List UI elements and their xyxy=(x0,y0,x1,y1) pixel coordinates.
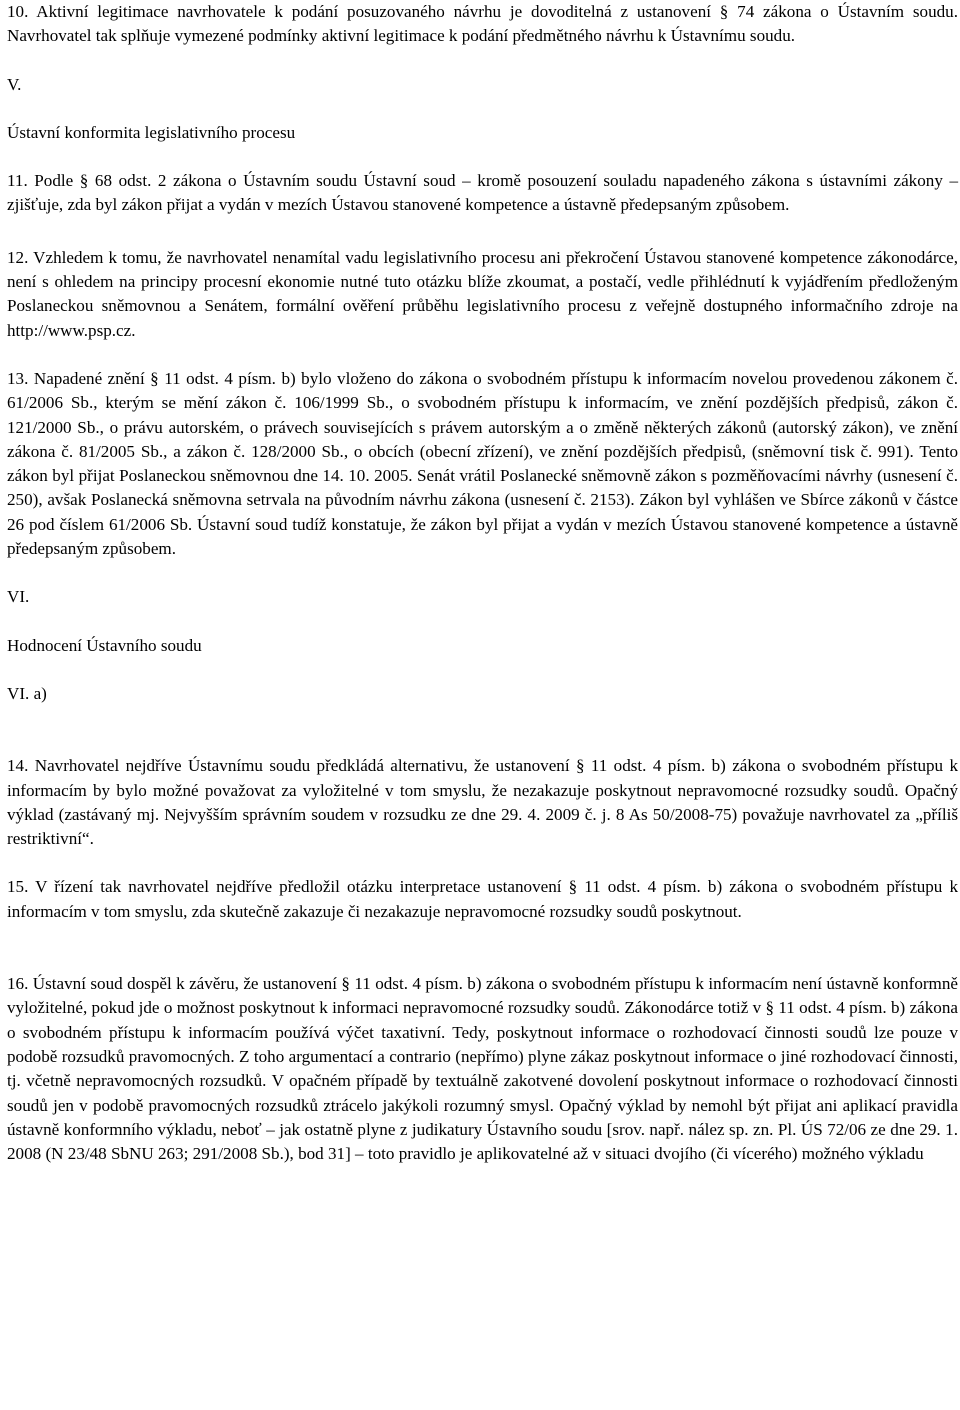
paragraph-16: 16. Ústavní soud dospěl k závěru, že ustanovení § 11 odst. 4 písm. b) zákona o svobodném přístupu k informacím není ústavně konformně vyložitelné, pokud jde o možnost poskytnout k informaci nepravomocné rozsudky soudů. Zákonodárce totiž v § 11 odst. 4 písm. b) zákona o svobodném přístupu k informacím používá výčet taxativní. Tedy, poskytnout informace o rozhodovací činnosti soudů lze pouze v podobě rozsudků pravomocných. Z toho argumentací a contrario (nepřímo) plyne zákaz poskytnout informace o jiné rozhodovací činnosti, tj. včetně nepravomocných rozsudků. V opačném případě by textuálně zakotvené dovolení poskytnout informace o rozhodovací činnosti soudů jen v podobě pravomocných rozsudků ztrácelo jakýkoli rozumný smysl. Opačný výklad by nemohl být přijat ani aplikací pravidla ústavně konformního výkladu, neboť – jak ostatně plyne z judikatury Ústavního soudu [srov. např. nález sp. zn. Pl. ÚS 72/06 ze dne 29. 1. 2008 (N 23/48 SbNU 263; 291/2008 Sb.), bod 31] – toto pravidlo je aplikovatelné až v situaci dvojího (či vícerého) možného výkladu xyxy=(7,974,958,1164)
section-heading-vi: VI. xyxy=(7,587,30,607)
section-title-v: Ústavní konformita legislativního procesu xyxy=(7,122,296,142)
paragraph-11: 11. Podle § 68 odst. 2 zákona o Ústavním soudu Ústavní soud – kromě posouzení souladu napadeného zákona s ústavními zákony – zjišťuje, zda byl zákon přijat a vydán v mezích Ústavou stanovené kompetence a ústavně předepsaným způsobem. xyxy=(7,171,958,215)
document-page xyxy=(7,0,958,1166)
paragraph-12: 12. Vzhledem k tomu, že navrhovatel nenamítal vadu legislativního procesu ani překročení Ústavou stanovené kompetence zákonodárce, není s ohledem na principy procesní ekonomie nutné tuto otázku blíže zkoumat, a postačí, vedle přihlédnutí k vyjádřením předloženým Poslaneckou sněmovnou a Senátem, formální ověření průběhu legislativního procesu z veřejně dostupného informačního zdroje na http://www.psp.cz. xyxy=(7,247,958,340)
paragraph-14: 14. Navrhovatel nejdříve Ústavnímu soudu předkládá alternativu, že ustanovení § 11 odst. 4 písm. b) zákona o svobodném přístupu k informacím by bylo možné považovat za vyložitelné v tom smyslu, že nezakazuje poskytnout nepravomocné rozsudky soudů. Opačný výklad (zastávaný mj. Nejvyšším správním soudem v rozsudku ze dne 29. 4. 2009 č. j. 8 As 50/2008-75) považuje navrhovatel za „příliš restriktivní“. xyxy=(7,756,958,849)
paragraph-15: 15. V řízení tak navrhovatel nejdříve předložil otázku interpretace ustanovení § 11 odst. 4 písm. b) zákona o svobodném přístupu k informacím v tom smyslu, zda skutečně zakazuje či nezakazuje nepravomocné rozsudky soudů poskytnout. xyxy=(7,877,958,921)
subsection-heading-vi-a: VI. a) xyxy=(7,683,47,703)
paragraph-13: 13. Napadené znění § 11 odst. 4 písm. b) bylo vloženo do zákona o svobodném přístupu k informacím novelou provedenou zákonem č. 61/2006 Sb., kterým se mění zákon č. 106/1999 Sb., o svobodném přístupu k informacím, ve znění pozdějších předpisů, zákon č. 121/2000 Sb., o právu autorském, o právech souvisejících s právem autorským a o změně některých zákonů (autorský zákon), ve znění zákona č. 81/2005 Sb., a zákon č. 128/2000 Sb., o obcích (obecní zřízení), ve znění pozdějších předpisů, (sněmovní tisk č. 991). Tento zákon byl přijat Poslaneckou sněmovnou dne 14. 10. 2005. Senát vrátil Poslanecké sněmovně zákon s pozměňovacími návrhy (usnesení č. 250), avšak Poslanecká sněmovna setrvala na původním návrhu zákona (usnesení č. 2153). Zákon byl vyhlášen ve Sbírce zákonů v částce 26 pod číslem 61/2006 Sb. Ústavní soud tudíž konstatuje, že zákon byl přijat a vydán v mezích Ústavou stanovené kompetence a ústavně předepsaným způsobem. xyxy=(7,368,958,559)
section-heading-v: V. xyxy=(7,74,22,94)
section-title-vi: Hodnocení Ústavního soudu xyxy=(7,635,202,655)
paragraph-10: 10. Aktivní legitimace navrhovatele k podání posuzovaného návrhu je dovoditelná z ustanovení § 74 zákona o Ústavním soudu. Navrhovatel tak splňuje vymezené podmínky aktivní legitimace k podání předmětného návrhu k Ústavnímu soudu. xyxy=(7,2,958,46)
